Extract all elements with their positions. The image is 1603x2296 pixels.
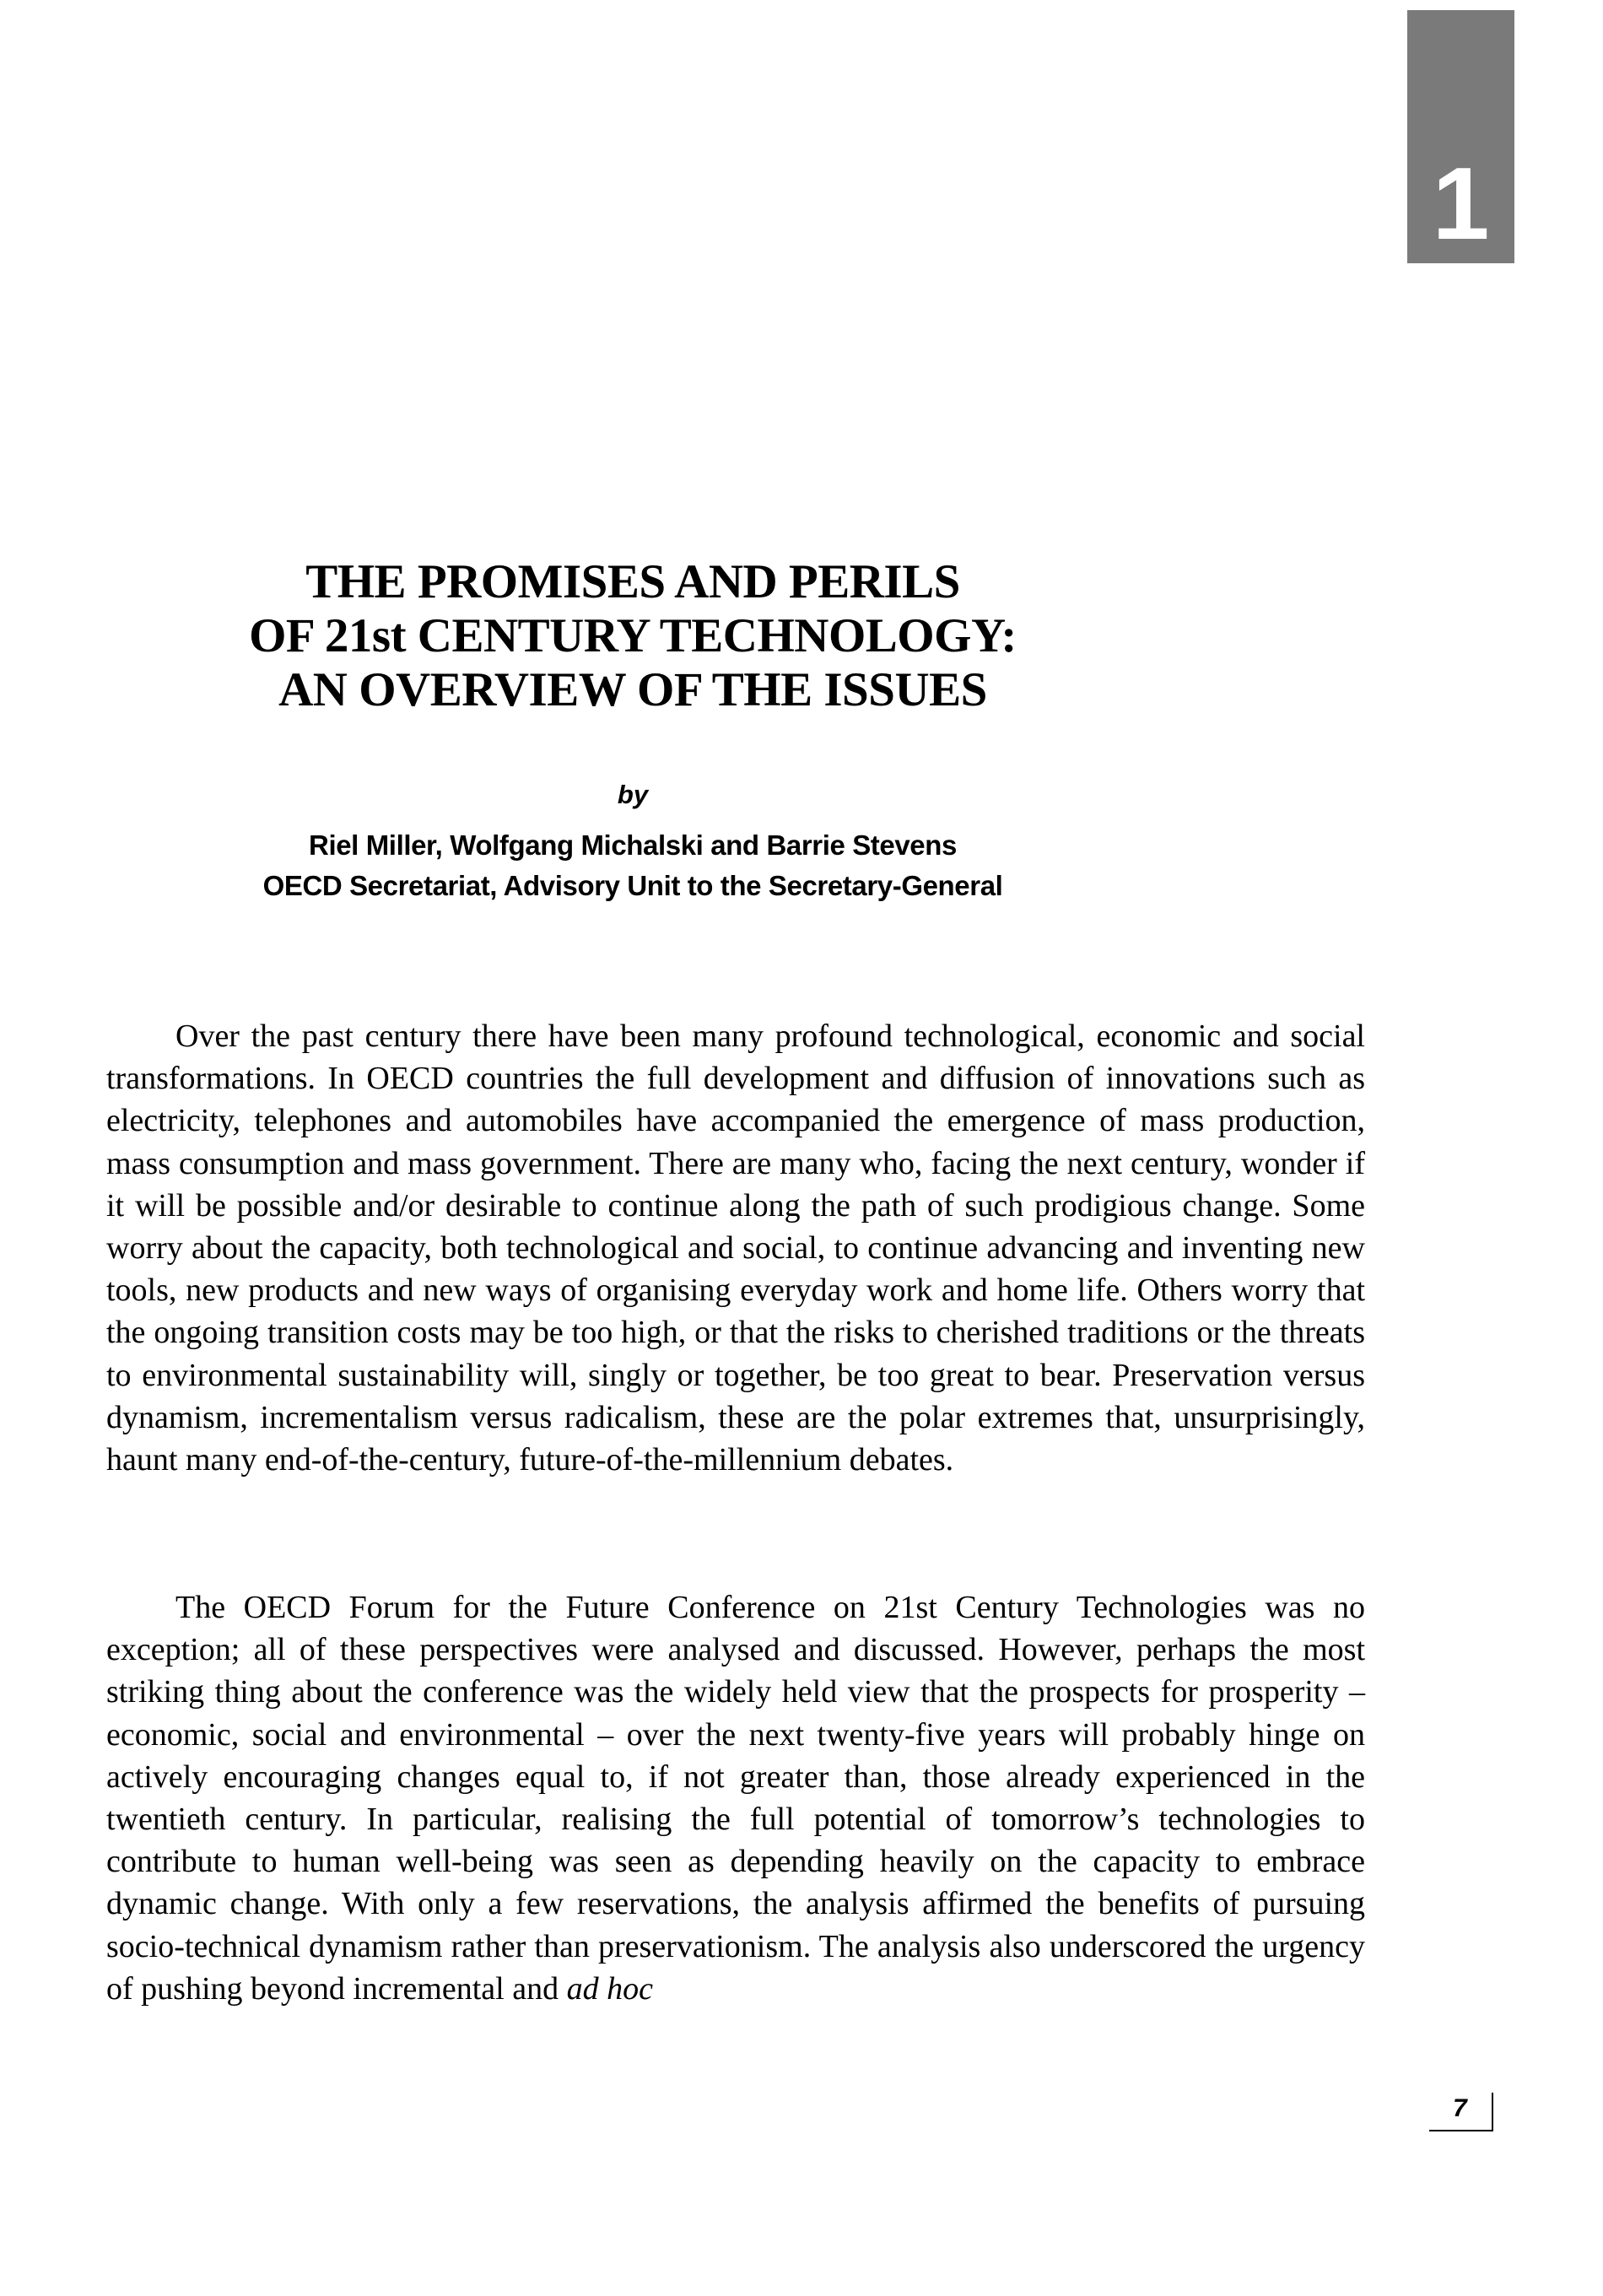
- page-number-box: [1429, 2089, 1493, 2131]
- chapter-number: 1: [1432, 146, 1490, 261]
- chapter-title: [169, 555, 1097, 717]
- chapter-tab: [1407, 10, 1514, 263]
- body-paragraph-2: [106, 1586, 1365, 2010]
- paragraph-text-container: [106, 1586, 1365, 2010]
- body-paragraph-1: [106, 1015, 1365, 1481]
- by-label: by: [617, 780, 649, 809]
- italic-term: ad hoc: [566, 1970, 653, 2007]
- paragraph-text: Over the past century there have been many profound technological, economic and social transformations. In OECD countries the full development and diffusion of innovations such as electricity, telephones and automobiles have accompanied the emergence of mass production, mass consumption and mass government. There are many who, facing the next century, wonder if it will be possible and/or desirable to continue along the path of such prodigious change. Some worry about the capacity, both technological and social, to continue advancing and inventing new tools, new products and new ways of organising everyday work and home life. Others worry that the ongoing transition costs may be too high, or that the risks to cherished traditions or the threats to environmental sustainability will, singly or together, be too great to bear. Preservation versus dynamism, incrementalism versus radicalism, these are the polar extremes that, unsurprisingly, haunt many end-of-the-century, future-of-the-millennium debates.: [106, 1018, 1365, 1478]
- authors: Riel Miller, Wolfgang Michalski and Barrie Stevens: [309, 829, 957, 861]
- title-line-3: AN OVERVIEW OF THE ISSUES: [278, 663, 987, 716]
- affiliation: OECD Secretariat, Advisory Unit to the Secretary-General: [262, 870, 1003, 901]
- page-number: 7: [1453, 2094, 1467, 2122]
- paragraph-text: The OECD Forum for the Future Conference on 21st Century Technologies was no exception; all of these perspectives were analysed and discussed. However, perhaps the most striking thing about the conference was the widely held view that the prospects for prosperity – economic, social and environmental – over the next twenty-five years will probably hinge on actively encouraging changes equal to, if not greater than, those already experienced in the twentieth century. In particular, realising the full potential of tomorrow’s technologies to contribute to human well-being was seen as depending heavily on the capacity to embrace dynamic change. With only a few reservations, the analysis affirmed the benefits of pursuing socio-technical dynamism rather than preservationism. The analysis also underscored the urgency of pushing beyond incremental and: [106, 1590, 1365, 2007]
- title-line-2: OF 21st CENTURY TECHNOLOGY:: [249, 609, 1017, 662]
- title-line-1: THE PROMISES AND PERILS: [305, 555, 960, 608]
